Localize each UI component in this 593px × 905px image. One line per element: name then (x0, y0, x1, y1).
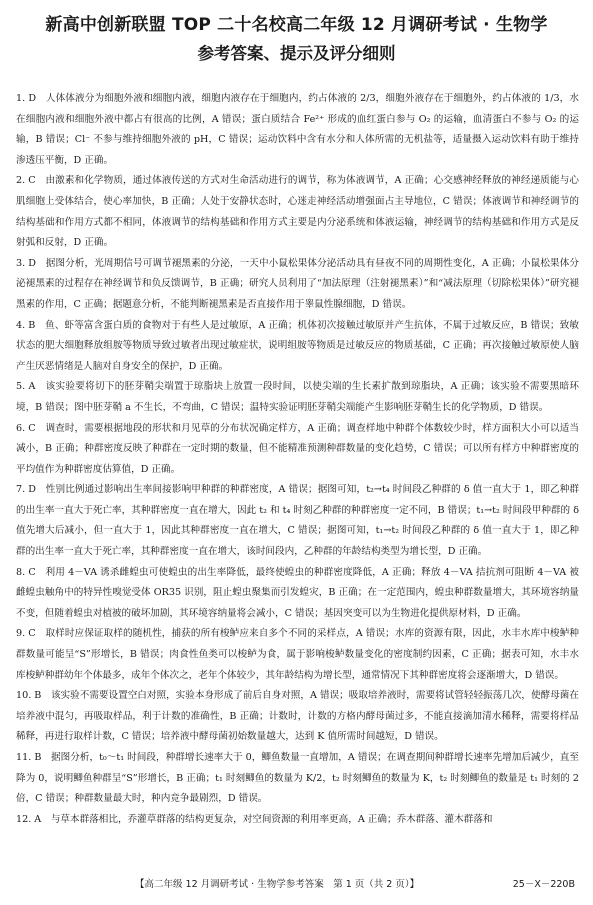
document-title: 新高中创新联盟 TOP 二十名校高二年级 12 月调研考试 · 生物学 (45, 15, 548, 35)
answer-item-6: 6. C 调查时，需要根据地段的形状和月见草的分布状况确定样方，A 正确；调查样地中种群个体数较少时，样方面积大小可以适当减小，B 正确；种群密度反映了种群在一定时期的数量，但不能精准预测种群数量的变化趋势，C 错误；可以所有样方中种群密度的平均值作为种群密度估算值，D 正确。 (16, 422, 579, 475)
answer-item-8: 8. C 利用 4－VA 诱杀雌蝗虫可使蝗虫的出生率降低，最终使蝗虫的种群密度降低，A 正确；释放 4－VA 拮抗剂可阻断 4－VA 被雌蝗虫触角中的特异性嗅觉受体 OR35 识别，阻止蝗虫聚集而引发蝗灾，B 正确；在一定范围内，蝗虫种群数量增大，其环境容纳量不变，但随着蝗虫对植被的破坏加剧，其环境容纳量将会减小，C 错误；基因突变可以为生物进化提供原材料，D 正确。 (16, 566, 579, 619)
answer-item-7: 7. D 性别比例通过影响出生率间接影响甲种群的种群密度，A 错误；据图可知，t₂→t₄ 时间段乙种群的 δ 值一直大于 1，即乙种群的出生率一直大于死亡率，其种群密度一直在增大，因此 t₂ 和 t₄ 时刻乙种群的种群密度一定不同，B 错误；t₁→t₂ 时间段甲种群的 δ 值先增大后减小，但一直大于 1，因此其种群密度一直在增大，C 错误；据图可知，t₁→t₂ 时间段乙种群的 δ 值一直大于 1，即乙种群的出生率一直大于死亡率，其种群密度一直在增大，该时间段内，乙种群的年龄结构类型为增长型，D 正确。 (16, 484, 579, 558)
answer-item-5: 5. A 该实验要将切下的胚芽鞘尖端置于琼脂块上放置一段时间，以使尖端的生长素扩散到琼脂块，A 正确；该实验不需要黑暗环境，B 错误；图中胚芽鞘 a 不生长，不弯曲，C 错误；温特实验证明胚芽鞘尖端能产生影响胚芽鞘生长的化学物质，D 错误。 (16, 381, 579, 413)
answer-item-1: 1. D 人体体液分为细胞外液和细胞内液，细胞内液存在于细胞内，约占体液的 2/3，细胞外液存在于细胞外，约占体液的 1/3，水在细胞内液和细胞外液中都占有很高的比例，A 错误；蛋白质结合 Fe²⁺ 形成的血红蛋白参与 O₂ 的运输，血清蛋白不参与 O₂ 的运输，B 错误；Cl⁻ 不参与维持细胞外液的 pH，C 错误；运动饮料中含有水分和人体所需的无机盐等，适量摄入运动饮料有助于维持渗透压平衡，D 正确。 (16, 93, 579, 166)
answer-item-11: 11. B 据图分析，t₀～t₁ 时间段，种群增长速率大于 0，鲫鱼数量一直增加，A 错误；在调查期间种群增长速率先增加后减少，直至降为 0，说明鲫鱼种群呈“S”形增长，B 正确；t₁ 时刻鲫鱼的数量为 K/2，t₂ 时刻鲫鱼的数量为 K，t₂ 时刻鲫鱼的数量是 t₁ 时刻的 2 倍，C 错误；种群数量最大时，种内竞争最剧烈，D 错误。 (16, 752, 579, 805)
footer-page-info: 【高二年级 12 月调研考试 · 生物学参考答案 第 1 页（共 2 页）】 (135, 879, 420, 890)
answer-item-4: 4. B 鱼、虾等富含蛋白质的食物对于有些人是过敏原，A 正确；机体初次接触过敏原并产生抗体，不属于过敏反应，B 错误；致敏状态的肥大细胞释放组胺等物质导致过敏者出现过敏症状，说明组胺等物质是过敏反应的物质基础，C 正确；再次接触过敏原使人脑产生厌恶情绪是人脑对自身安全的保护，D 正确。 (16, 319, 579, 372)
answer-list (16, 89, 579, 830)
answer-item-2: 2. C 由激素和化学物质，通过体液传送的方式对生命活动进行的调节，称为体液调节，A 正确；心交感神经释放的神经递质能与心肌细胞上受体结合，使心率加快，B 正确；人处于安静状态时，心迷走神经活动增强面占主导地位，C 错误；体液调节和神经调节的结构基础和作用方式都不相同，体液调节的结构基础和作用方式主要是内分泌系统和体液运输，神经调节的结构基础和作用方式是反射弧和反射，D 正确。 (16, 175, 579, 249)
answer-item-3: 3. D 据图分析，光周期信号可调节褪黑素的分泌，一天中小鼠松果体分泌活动具有昼夜不同的周期性变化，A 正确；小鼠松果体分泌褪黑素的过程存在神经调节和负反馈调节，B 正确；研究人员利用了“加法原理（注射褪黑素）”和“减法原理（切除松果体）”研究褪黑素的作用，C 正确；据题意分析，不能判断褪黑素是否直接作用于睾鼠性腺细胞，D 错误。 (16, 257, 579, 310)
answer-item-12: 12. A 与草本群落相比，乔灌草群落的结构更复杂，对空间资源的利用率更高，A 正确；乔木群落、灌木群落和 (16, 813, 493, 825)
footer-code: 25－X－220B (512, 879, 575, 890)
document-subtitle: 参考答案、提示及评分细则 (197, 44, 396, 63)
answer-item-9: 9. C 取样时应保证取样的随机性，捕获的所有梭鲈应来自多个不同的采样点，A 错误；水库的资源有限，因此，水丰水库中梭鲈种群数量可能呈“S”形增长，B 错误；肉食性鱼类可以梭鲈为食，属于影响梭鲈数量变化的密度制约因素，C 正确；据表可知，水丰水库梭鲈种群幼年个体最多，成年个体次之，老年个体较少，其年龄结构为增长型，通常情况下其种群密度将会逐渐增大，D 错误。 (16, 628, 579, 681)
answer-item-10: 10. B 该实验不需要设置空白对照，实验本身形成了前后自身对照，A 错误；吸取培养液时，需要将试管轻轻振荡几次，使酵母菌在培养液中混匀，再吸取样品，利于计数的准确性，B 正确；计数时，计数的方格内酵母菌过多，不能直接滴加清水稀释，需要将样品稀释，再进行取样计数，C 错误；培养液中酵母菌初始数量越大，达到 K 值所需时间越短，D 错误。 (16, 690, 579, 743)
